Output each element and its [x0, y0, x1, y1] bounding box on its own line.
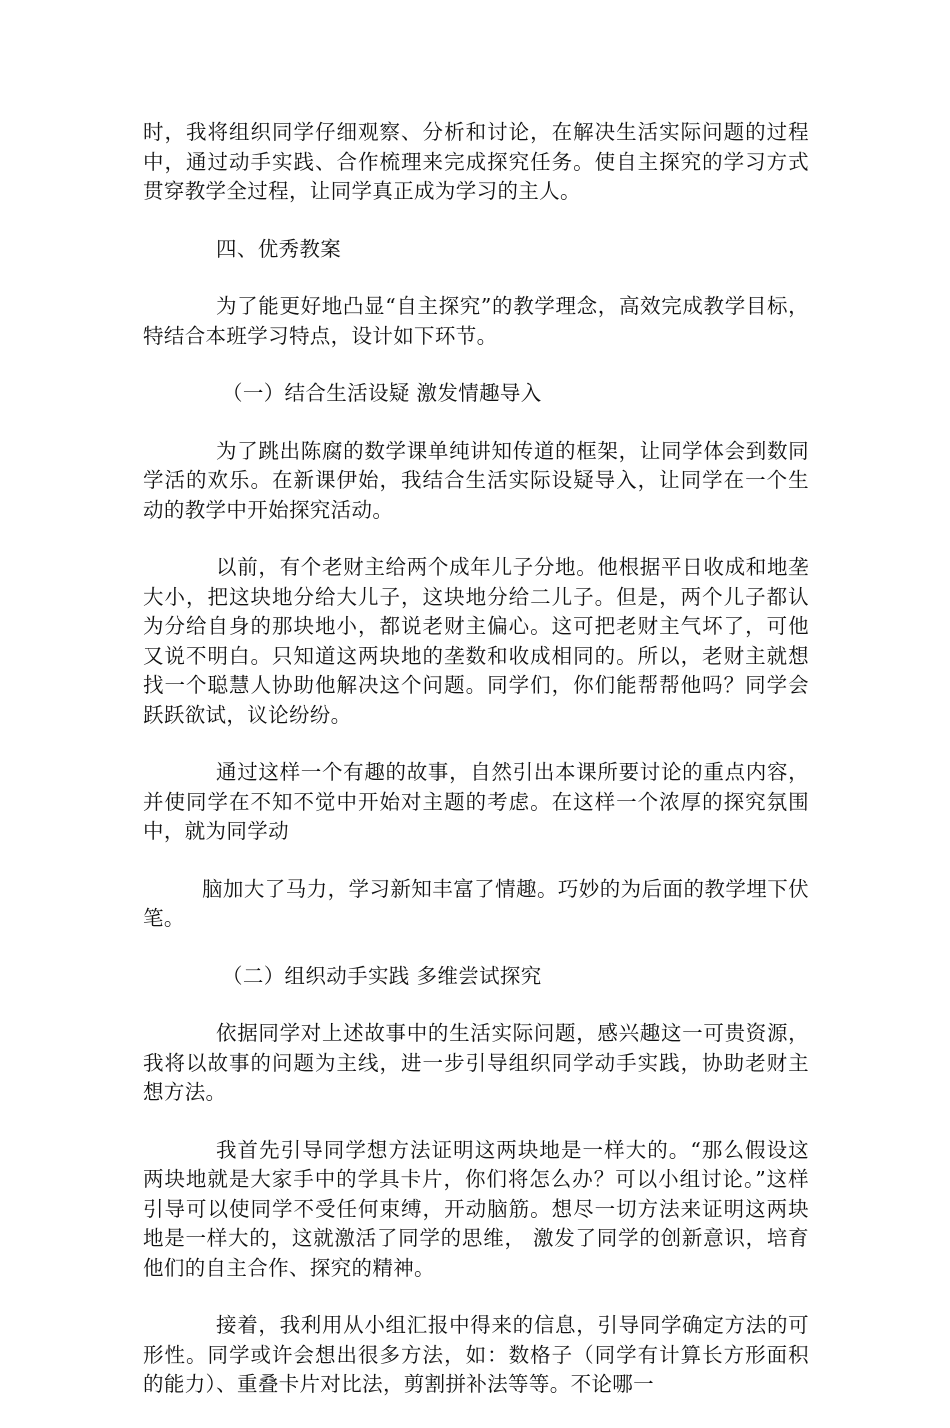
paragraph: 通过这样一个有趣的故事，自然引出本课所要讨论的重点内容，并使同学在不知不觉中开始对主题的考虑。在这样一个浓厚的探究氛围中，就为同学动: [143, 760, 809, 843]
document-page: [143, 118, 809, 1428]
paragraph: 为了跳出陈腐的数学课单纯讲知传道的框架，让同学体会到数同学活的欢乐。在新课伊始，我结合生活实际设疑导入，让同学在一个生动的教学中开始探究活动。: [143, 438, 809, 522]
section-heading: 四、优秀教案: [216, 236, 342, 261]
paragraph: 接着，我利用从小组汇报中得来的信息，引导同学确定方法的可形性。同学或许会想出很多方法，如：数格子（同学有计算长方形面积的能力）、重叠卡片对比法，剪割拼补法等等。不论哪一: [143, 1313, 809, 1396]
paragraph: 以前，有个老财主给两个成年儿子分地。他根据平日收成和地垄大小，把这块地分给大儿子，这块地分给二儿子。但是，两个儿子都认为分给自身的那块地小，都说老财主偏心。这可把老财主气坏了，可他又说不明白。只知道这两块地的垄数和收成相同的。所以，老财主就想找一个聪慧人协助他解决这个问题。同学们，你们能帮帮他吗？同学会跃跃欲试，议论纷纷。: [143, 555, 809, 727]
paragraph-continued: 时，我将组织同学仔细观察、分析和讨论，在解决生活实际问题的过程中，通过动手实践、合作梳理来完成探究任务。使自主探究的学习方式贯穿教学全过程，让同学真正成为学习的主人。: [143, 120, 809, 203]
paragraph: 我首先引导同学想方法证明这两块地是一样大的。“那么假设这两块地就是大家手中的学具卡片，你们将怎么办？可以小组讨论。”这样引导可以使同学不受任何束缚，开动脑筋。想尽一切方法来证明这两块地是一样大的，这就激活了同学的思维， 激发了同学的创新意识，培育他们的自主合作、探究的精神。: [143, 1137, 809, 1280]
paragraph: 脑加大了马力，学习新知丰富了情趣。巧妙的为后面的教学埋下伏笔。: [143, 876, 809, 930]
paragraph: 为了能更好地凸显“自主探究”的教学理念，高效完成教学目标，特结合本班学习特点，设计如下环节。: [143, 294, 809, 348]
subsection-heading: （二）组织动手实践 多维尝试探究: [222, 963, 542, 988]
paragraph: 依据同学对上述故事中的生活实际问题，感兴趣这一可贵资源，我将以故事的问题为主线，进一步引导组织同学动手实践，协助老财主想方法。: [143, 1021, 809, 1104]
subsection-heading: （一）结合生活设疑 激发情趣导入: [222, 381, 542, 405]
